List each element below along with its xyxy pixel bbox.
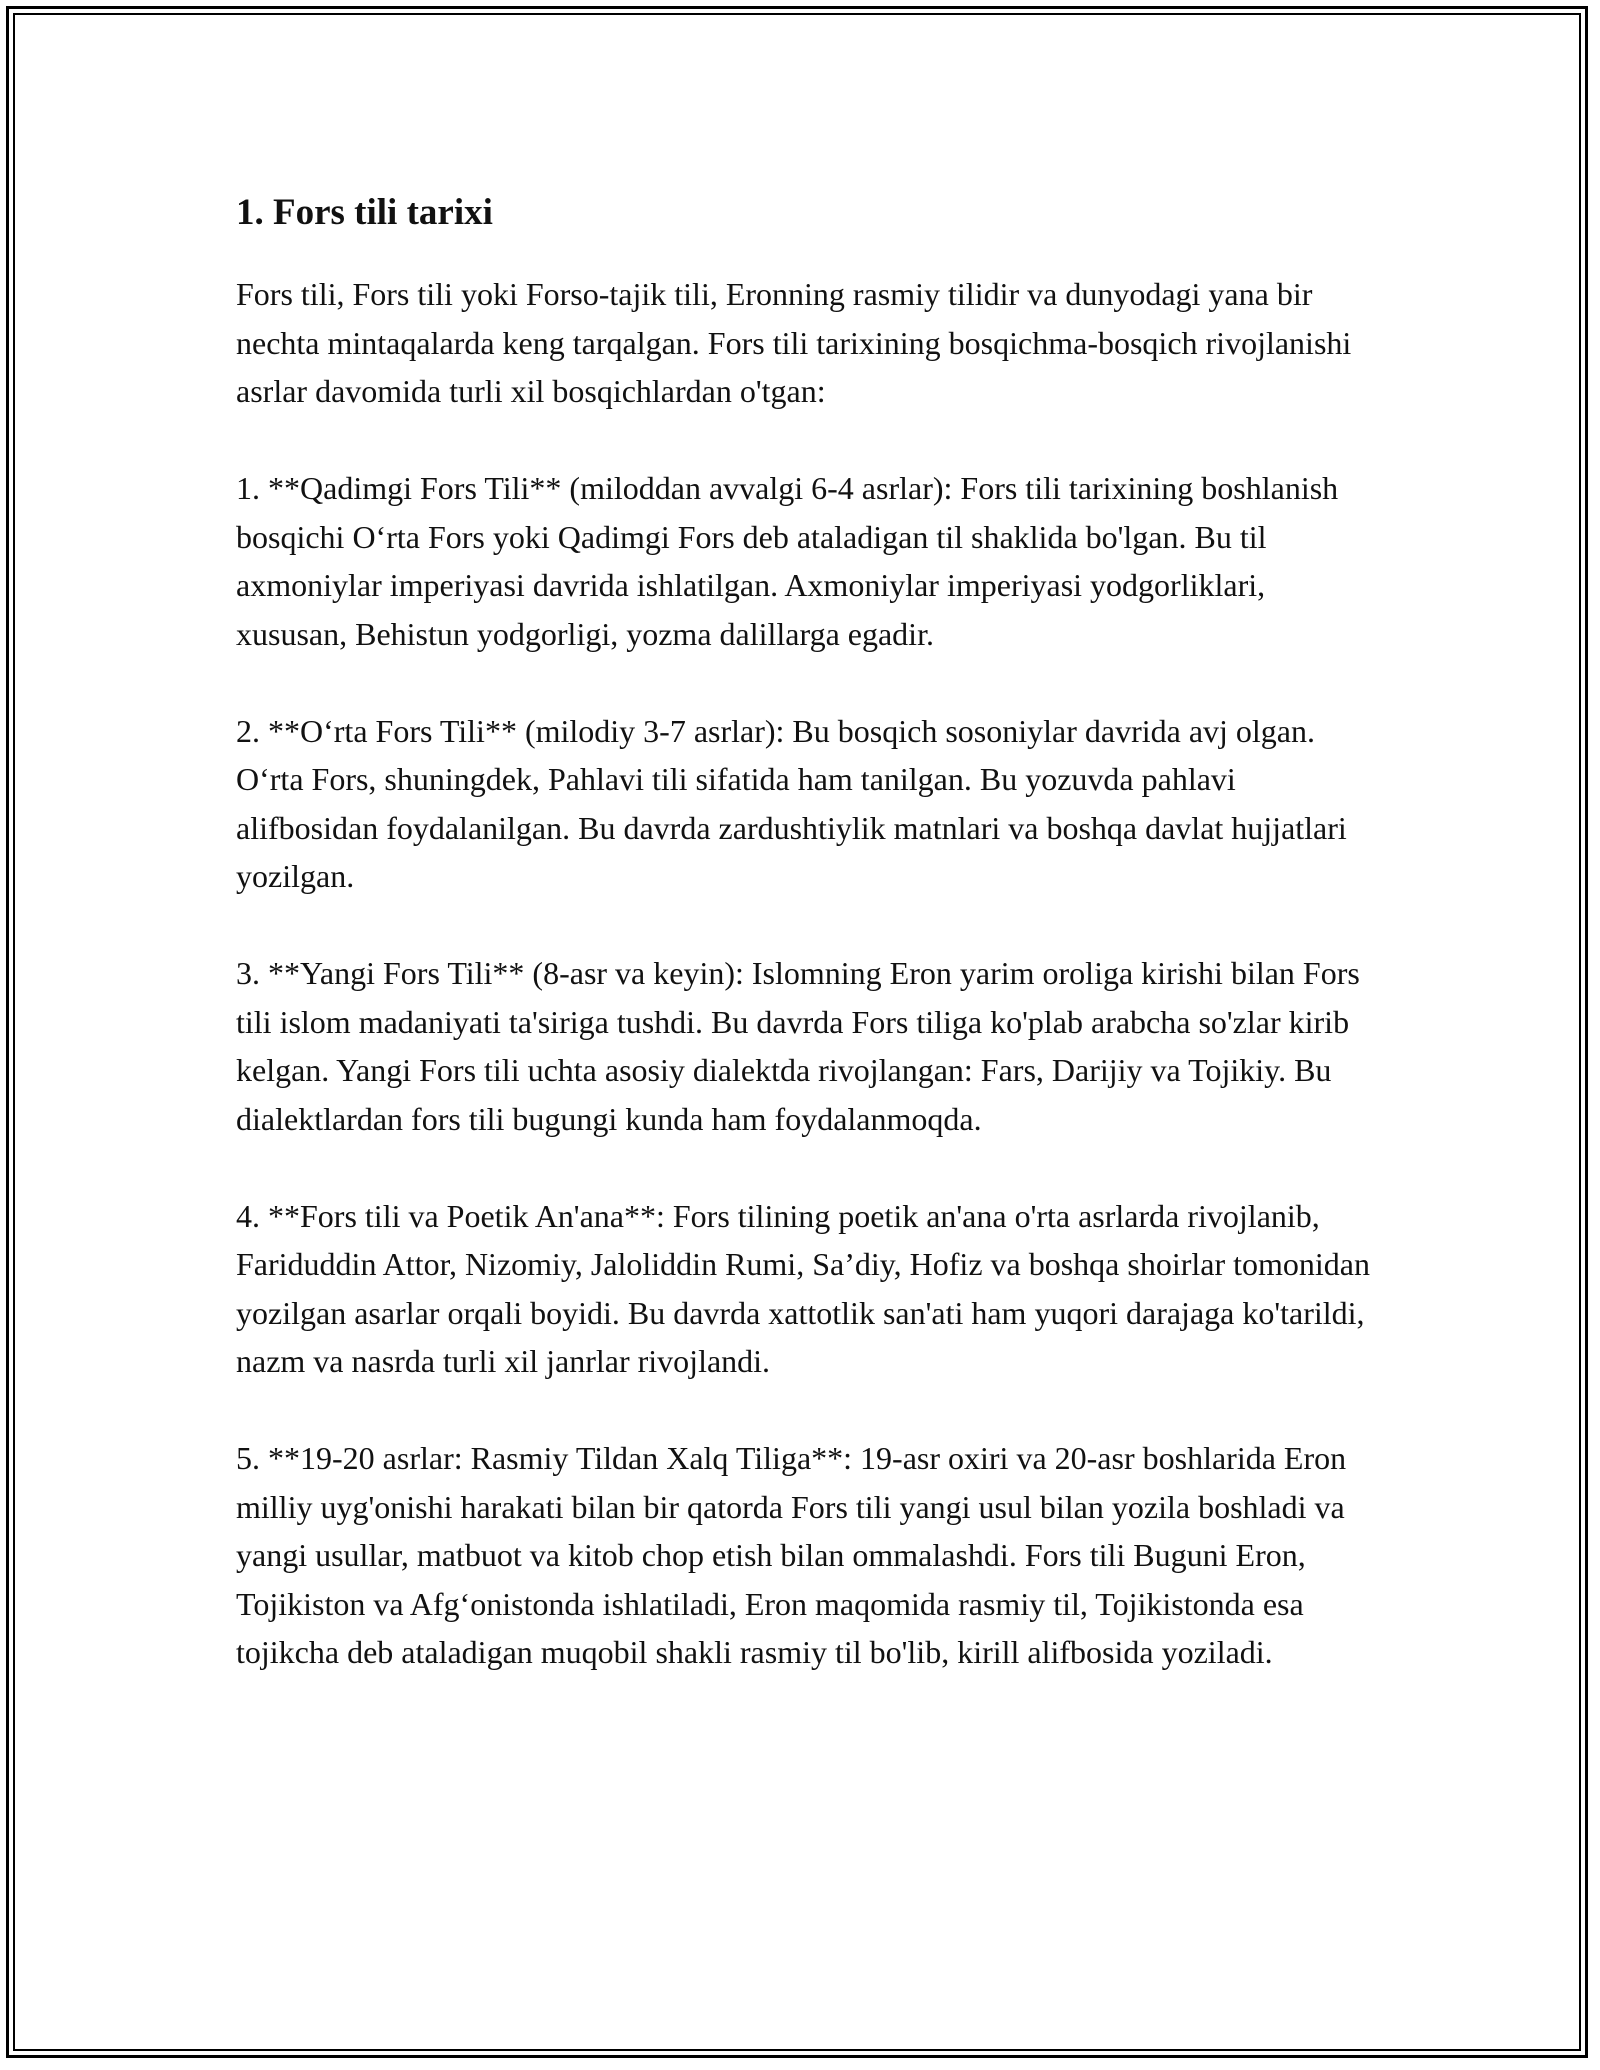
paragraph-19-20-centuries: 5. **19-20 asrlar: Rasmiy Tildan Xalq Tiliga**: 19-asr oxiri va 20-asr boshlarida Eron milliy uyg'onishi harakati bilan bir qatorda Fors tili yangi usul bilan yozila boshladi va yangi usullar, matbuot va kitob chop etish bilan ommalashdi. Fors tili Buguni Eron, Tojikiston va Afg‘onistonda ishlatiladi, Eron maqomida rasmiy til, Tojikistonda esa tojikcha deb ataladigan muqobil shakli rasmiy til bo'lib, kirill alifbosida yoziladi. [236,1440,1347,1670]
document-body [236,188,1376,1725]
intro-paragraph: Fors tili, Fors tili yoki Forso-tajik tili, Eronning rasmiy tilidir va dunyodagi yana bir nechta mintaqalarda keng tarqalgan. Fors tili tarixining bosqichma-bosqich rivojlanishi asrlar davomida turli xil bosqichlardan o'tgan: [236,276,1352,409]
document-title: 1. Fors tili tarixi [236,192,493,233]
paragraph-old-persian: 1. **Qadimgi Fors Tili** (miloddan avvalgi 6-4 asrlar): Fors tili tarixining boshlanish bosqichi O‘rta Fors yoki Qadimgi Fors deb ataladigan til shaklida bo'lgan. Bu til axmoniylar imperiyasi davrida ishlatilgan. Axmoniylar imperiyasi yodgorliklari, xususan, Behistun yodgorligi, yozma dalillarga egadir. [236,470,1339,652]
paragraph-new-persian: 3. **Yangi Fors Tili** (8-asr va keyin): Islomning Eron yarim oroliga kirishi bilan Fors tili islom madaniyati ta'siriga tushdi. Bu davrda Fors tiliga ko'plab arabcha so'zlar kirib kelgan. Yangi Fors tili uchta asosiy dialektda rivojlangan: Fars, Darijiy va Tojikiy. Bu dialektlardan fors tili bugungi kunda ham foydalanmoqda. [236,955,1360,1137]
paragraph-middle-persian: 2. **O‘rta Fors Tili** (milodiy 3-7 asrlar): Bu bosqich sosoniylar davrida avj olgan. O‘rta Fors, shuningdek, Pahlavi tili sifatida ham tanilgan. Bu yozuvda pahlavi alifbosidan foydalanilgan. Bu davrda zardushtiylik matnlari va boshqa davlat hujjatlari yozilgan. [236,712,1347,894]
paragraph-poetic-tradition: 4. **Fors tili va Poetik An'ana**: Fors tilining poetik an'ana o'rta asrlarda rivojlanib, Fariduddin Attor, Nizomiy, Jaloliddin Rumi, Sa’diy, Hofiz va boshqa shoirlar tomonidan yozilgan asarlar orqali boyidi. Bu davrda xattotlik san'ati ham yuqori darajaga ko'tarildi, nazm va nasrda turli xil janrlar rivojlandi. [236,1197,1370,1379]
